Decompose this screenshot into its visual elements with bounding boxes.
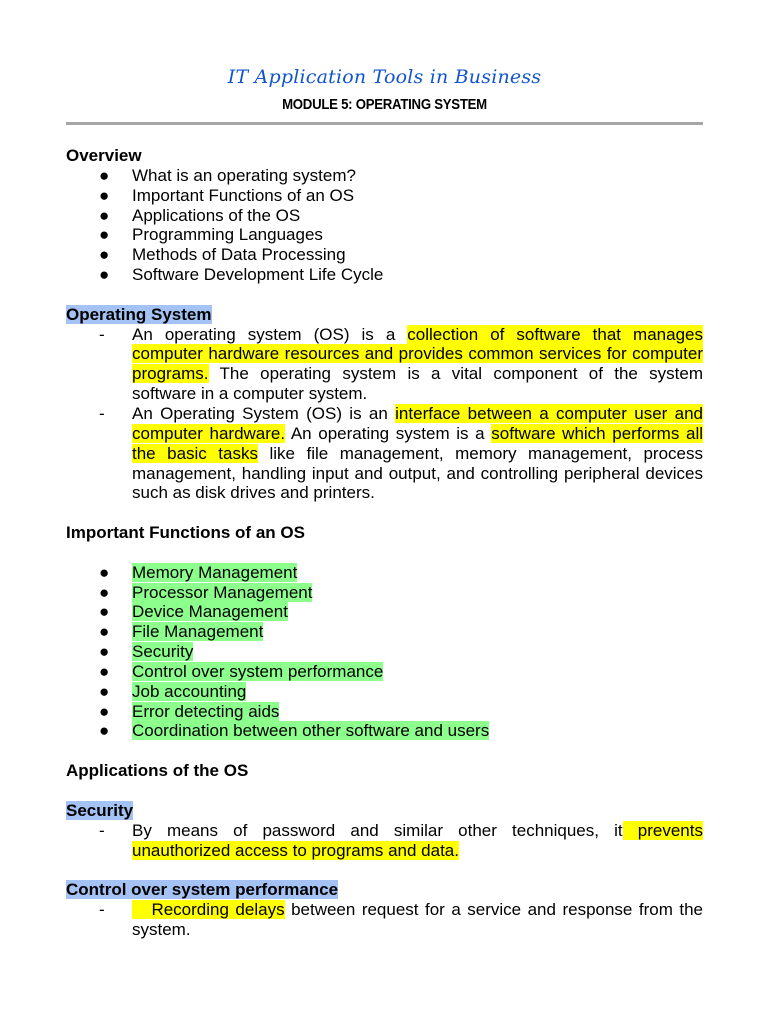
list-item: ● Job accounting — [99, 681, 247, 701]
list-item: ● Coordination between other software and users — [99, 721, 490, 741]
bullet-icon: ● — [99, 602, 110, 622]
bullet-icon: ● — [99, 245, 110, 265]
highlight: prevents unauthorized access to programs and data. — [132, 820, 703, 860]
bullet-icon: ● — [99, 661, 110, 681]
operating-system-heading: Operating System — [66, 304, 212, 324]
list-item: ● Error detecting aids — [99, 701, 280, 721]
bullet-icon: ● — [99, 205, 110, 225]
security-list — [66, 821, 703, 861]
list-item: - By means of password and similar other techniques, it prevents unauthorized access to programs and data. — [99, 820, 703, 860]
bullet-icon: ● — [99, 701, 110, 721]
list-item: ● Applications of the OS — [99, 205, 301, 225]
bullet-icon: ● — [99, 681, 110, 701]
list-item: ● What is an operating system? — [99, 165, 356, 185]
list-item: ● Important Functions of an OS — [99, 185, 355, 205]
list-item: ● Security — [99, 642, 194, 662]
bullet-icon: ● — [99, 165, 110, 185]
document-body — [66, 146, 703, 940]
functions-list — [66, 563, 703, 742]
document-title: IT Application Tools in Business — [227, 66, 542, 88]
bullet-icon: ● — [99, 225, 110, 245]
list-item: - An operating system (OS) is a collection of software that manages computer hardware resources and provides common services for computer programs. The operating system is a vital component of the system software in a computer system. — [99, 324, 703, 404]
highlight: collection of software that manages computer hardware resources and provides common services for computer programs. — [132, 324, 703, 384]
bullet-icon: ● — [99, 622, 110, 642]
performance-list — [66, 900, 703, 940]
list-item: - An Operating System (OS) is an interface between a computer user and computer hardware. An operating system is a software which performs all the basic tasks like file management, memory management, process management, handling input and output, and controlling peripheral devices such as disk drives and printers. — [99, 403, 704, 503]
bullet-icon: ● — [99, 582, 110, 602]
security-heading: Security — [66, 800, 134, 820]
list-item: ● Control over system performance — [99, 661, 384, 681]
dash-icon: - — [99, 324, 105, 344]
dash-icon: - — [99, 403, 105, 423]
bullet-icon: ● — [99, 642, 110, 662]
dash-icon: - — [99, 900, 105, 920]
bullet-icon: ● — [99, 721, 110, 741]
list-item: ● Processor Management — [99, 582, 313, 602]
bullet-icon: ● — [99, 562, 110, 582]
operating-system-list — [66, 325, 703, 504]
header-divider — [66, 122, 703, 125]
module-subtitle: MODULE 5: OPERATING SYSTEM — [282, 96, 487, 113]
highlight: interface between a computer user and computer hardware. — [132, 403, 704, 443]
highlight: software which performs all the basic tasks — [132, 423, 703, 463]
dash-icon: - — [99, 820, 105, 840]
list-item: - Recording delays between request for a service and response from the system. — [99, 900, 703, 939]
overview-heading: Overview — [66, 146, 142, 165]
applications-heading: Applications of the OS — [66, 761, 249, 781]
performance-heading: Control over system performance — [66, 880, 339, 900]
bullet-icon: ● — [99, 265, 110, 285]
list-item: ● Methods of Data Processing — [99, 245, 346, 265]
highlight: Recording delays — [132, 900, 285, 920]
list-item: ● Memory Management — [99, 562, 298, 582]
list-item: ● Programming Languages — [99, 225, 323, 245]
list-item: ● Device Management — [99, 602, 288, 622]
functions-heading: Important Functions of an OS — [66, 523, 305, 543]
bullet-icon: ● — [99, 185, 110, 205]
list-item: ● Software Development Life Cycle — [99, 265, 384, 285]
overview-list — [66, 166, 703, 285]
list-item: ● File Management — [99, 622, 264, 642]
